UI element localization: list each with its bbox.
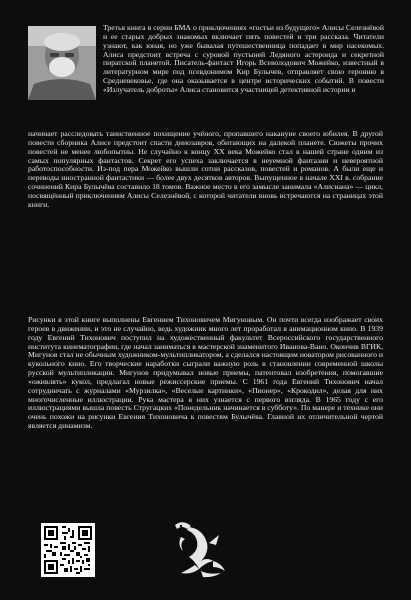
publisher-emblem-icon <box>169 517 233 583</box>
illustrator-description: Рисунки в этой книге выполнены Евгением Тихоновичем Мигуновым. Он почти всегда изображает своих героев в движении, и это не случайно, ведь художник много лет проработал в анимационном кино. В 1939 году Евгений Тихонович поступил на художественный факультет Всероссийского государственного института кинематографии, где начал заниматься в мастерской знаменитого Иванова-Вано. Окончив ВГИК, Мигунов стал не обычным художником-мультипликатором, а сделался настоящим новатором рисованного и кукольного кино. Его творческие наработки сыграли важную роль в становлении современной школы русской мультипликации. Мигунов придумывал новые приемы, патентовал изобретения, помогавшие «оживлять» кукол, предлагал новые режиссерские приемы. С 1961 года Евгений Тихонович начал сотрудничать с журналами «Мурзилка», «Веселые картинки», «Пионер», «Крокодил», делая для них многочисленные иллюстрации. Рука мастера в них узнается с первого взгляда. В 1965 году с его иллюстрациями вышла повесть Стругацких «Понедельник начинается в субботу». По манере и технике они очень похожи на рисунки Евгения Тихоновича к повестям Булычёва. Главной их отличительной чертой является динамизм. <box>28 315 384 431</box>
book-description-continued: начинает расследовать таинственное похищение учёного, пропавшего накануне своего юбилея. В другой повести сборника Алисе предстоит спасти динозавров, обитающих на далекой планете. Сюжеты прочих повестей не менее любопытны. Не случайно к концу XX века Можейко стал в нашей стране одним из самых популярных фантастов. Секрет его успеха заключается в неуемной фантазии и невероятной работоспособности. Из-под пера Можейко вышли сотни рассказов, повестей и романов. А были еще и переводы иностранной фантастики — более двух десятков авторов. Выпущенное в начале XXI в. собрание сочинений Кира Булычёва составило 18 томов. Важное место в его замысле занимала «Алисиана» — цикл, посвящённый приключениям Алисы Селезнёвой, с которой читатели вновь встречаются на страницах этой книги. <box>28 129 383 209</box>
author-portrait-photo <box>28 26 96 100</box>
qr-code-icon <box>41 523 95 577</box>
book-description-intro: Третья книга в серии БМА о приключениях «гостьи из будущего» Алисы Селезнёвой и ее старых добрых знакомых включает пять повестей и три рассказа. Читатели узнают, как юная, но уже бывалая путешественница попадает в мир насекомых. Алиса предстоит встреча с суровой пустыней Ледяного астероида и секретной пиратской планетой. Писатель-фантаст Игорь Всеволодович Можейко, известный в литературном мире под псевдонимом Кир Булычев, отправляет свою героиню в Средневековье, где она оказывается в центре исторических событий. В повести «Излучатель доброты» Алиса становится участницей детективной истории и <box>103 23 384 94</box>
